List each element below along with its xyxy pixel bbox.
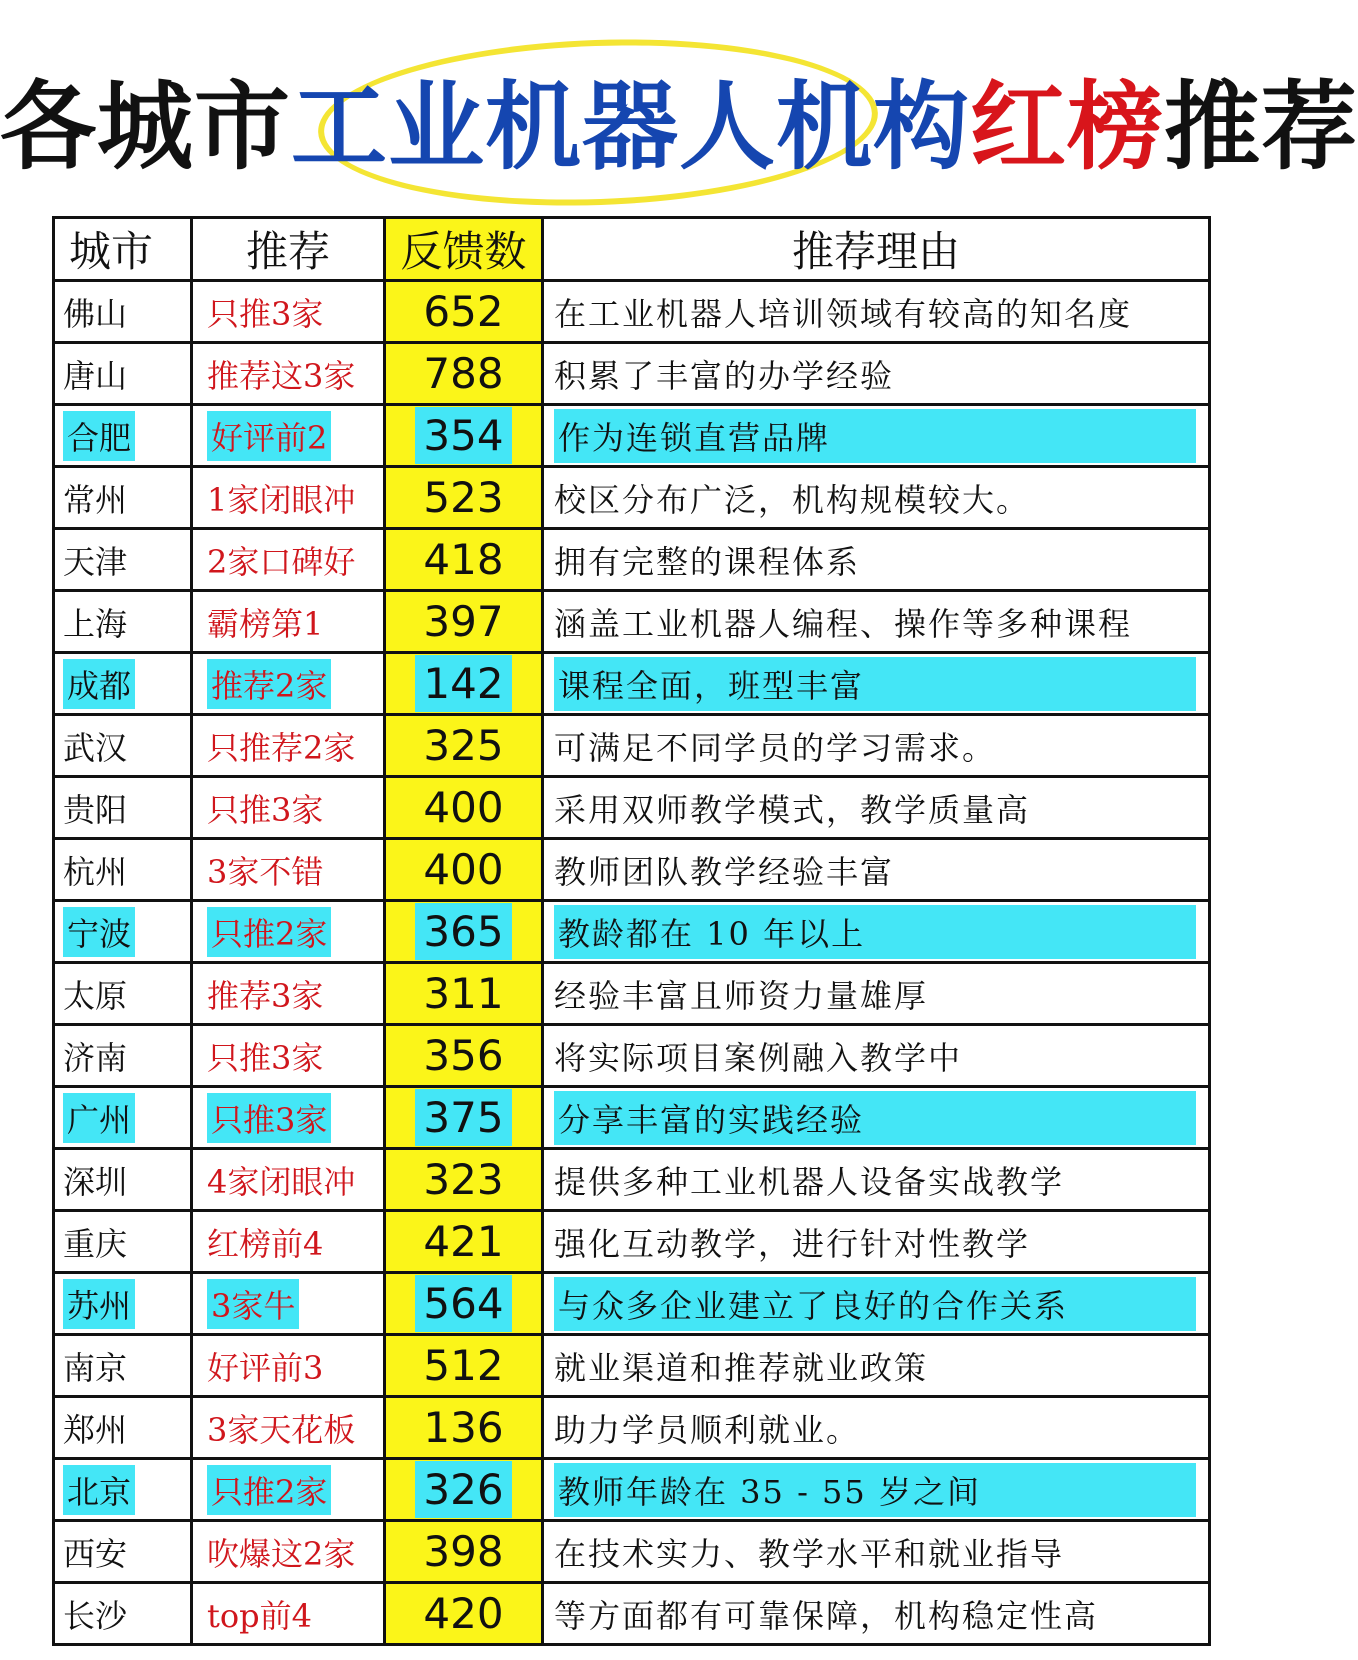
city-cell-text: 杭州 — [63, 852, 128, 891]
recommend-cell-text: 好评前2 — [207, 411, 331, 461]
reason-cell-text: 在工业机器人培训领域有较高的知名度 — [554, 294, 1133, 333]
recommend-cell — [192, 1335, 385, 1397]
reason-cell — [543, 1397, 1210, 1459]
city-cell — [54, 529, 192, 591]
reason-cell — [543, 281, 1210, 343]
reason-cell-text: 采用双师教学模式，教学质量高 — [554, 790, 1031, 829]
reason-cell-text: 教龄都在 10 年以上 — [554, 905, 1196, 959]
reason-cell-text: 校区分布广泛，机构规模较大。 — [554, 480, 1031, 519]
header-city: 城市 — [54, 218, 192, 281]
city-cell — [54, 901, 192, 963]
feedback-count-cell — [385, 343, 543, 405]
table-row — [54, 1459, 1210, 1521]
feedback-count-cell-text: 512 — [423, 1341, 504, 1390]
city-cell — [54, 1583, 192, 1645]
recommend-cell-text: 只推荐2家 — [207, 728, 356, 767]
feedback-count-cell-text: 354 — [415, 407, 511, 464]
feedback-count-cell-text: 400 — [423, 783, 504, 832]
feedback-count-cell — [385, 591, 543, 653]
city-cell — [54, 467, 192, 529]
reason-cell — [543, 963, 1210, 1025]
table-row — [54, 1087, 1210, 1149]
table-row — [54, 405, 1210, 467]
city-cell — [54, 963, 192, 1025]
table-body — [54, 281, 1210, 1645]
recommend-cell — [192, 281, 385, 343]
reason-cell — [543, 901, 1210, 963]
reason-cell-text: 等方面都有可靠保障，机构稳定性高 — [554, 1596, 1099, 1635]
recommend-cell-text: 霸榜第1 — [207, 604, 324, 643]
reason-cell — [543, 653, 1210, 715]
table-row — [54, 715, 1210, 777]
header-reason: 推荐理由 — [543, 218, 1210, 281]
reason-cell-text: 拥有完整的课程体系 — [554, 542, 861, 581]
feedback-count-cell — [385, 715, 543, 777]
reason-cell-text: 就业渠道和推荐就业政策 — [554, 1348, 929, 1387]
feedback-count-cell — [385, 1397, 543, 1459]
recommend-cell — [192, 1149, 385, 1211]
table-row — [54, 1335, 1210, 1397]
city-cell — [54, 1459, 192, 1521]
feedback-count-cell — [385, 653, 543, 715]
recommend-cell — [192, 653, 385, 715]
recommend-cell-text: 只推2家 — [207, 907, 331, 957]
city-cell-text: 贵阳 — [63, 790, 128, 829]
reason-cell — [543, 1583, 1210, 1645]
reason-cell — [543, 405, 1210, 467]
reason-cell-text: 将实际项目案例融入教学中 — [554, 1038, 963, 1077]
recommend-cell-text: 只推3家 — [207, 1038, 324, 1077]
table-row — [54, 1583, 1210, 1645]
table-row — [54, 343, 1210, 405]
feedback-count-cell — [385, 1335, 543, 1397]
recommend-cell-text: 3家牛 — [207, 1279, 299, 1329]
title-part-4: 推荐 — [1164, 71, 1358, 183]
title-part-1: 各城市 — [0, 71, 291, 183]
reason-cell — [543, 1211, 1210, 1273]
city-cell — [54, 1273, 192, 1335]
recommend-cell — [192, 1459, 385, 1521]
city-cell-text: 武汉 — [63, 728, 128, 767]
feedback-count-cell — [385, 529, 543, 591]
reason-cell-text: 经验丰富且师资力量雄厚 — [554, 976, 929, 1015]
reason-cell — [543, 839, 1210, 901]
recommend-cell-text: 吹爆这2家 — [207, 1534, 356, 1573]
table-row — [54, 1397, 1210, 1459]
recommend-cell-text: 4家闭眼冲 — [207, 1162, 356, 1201]
city-cell-text: 苏州 — [63, 1279, 135, 1329]
feedback-count-cell — [385, 1459, 543, 1521]
city-cell — [54, 1149, 192, 1211]
feedback-count-cell — [385, 901, 543, 963]
city-cell — [54, 405, 192, 467]
city-cell-text: 重庆 — [63, 1224, 128, 1263]
city-cell — [54, 653, 192, 715]
feedback-count-cell-text: 398 — [423, 1527, 504, 1576]
reason-cell-text: 积累了丰富的办学经验 — [554, 356, 895, 395]
city-cell-text: 西安 — [63, 1534, 128, 1573]
recommend-cell-text: 3家不错 — [207, 852, 324, 891]
table-row — [54, 529, 1210, 591]
reason-cell — [543, 1335, 1210, 1397]
feedback-count-cell-text: 400 — [423, 845, 504, 894]
recommend-cell-text: 推荐这3家 — [207, 356, 356, 395]
city-cell — [54, 777, 192, 839]
feedback-count-cell-text: 418 — [423, 535, 504, 584]
city-cell-text: 佛山 — [63, 294, 128, 333]
city-cell-text: 天津 — [63, 542, 128, 581]
feedback-count-cell-text: 325 — [423, 721, 504, 770]
city-cell-text: 太原 — [63, 976, 128, 1015]
city-cell-text: 广州 — [63, 1093, 135, 1143]
city-cell — [54, 343, 192, 405]
feedback-count-cell-text: 356 — [423, 1031, 504, 1080]
city-cell — [54, 1521, 192, 1583]
recommend-cell-text: 推荐3家 — [207, 976, 324, 1015]
city-cell-text: 常州 — [63, 480, 128, 519]
reason-cell — [543, 343, 1210, 405]
feedback-count-cell-text: 523 — [423, 473, 504, 522]
reason-cell-text: 提供多种工业机器人设备实战教学 — [554, 1162, 1065, 1201]
recommend-cell — [192, 467, 385, 529]
recommend-cell — [192, 1521, 385, 1583]
feedback-count-cell — [385, 405, 543, 467]
feedback-count-cell — [385, 1087, 543, 1149]
feedback-count-cell — [385, 963, 543, 1025]
recommend-cell-text: 只推3家 — [207, 790, 324, 829]
feedback-count-cell — [385, 1521, 543, 1583]
recommend-cell — [192, 777, 385, 839]
recommend-cell-text: 1家闭眼冲 — [207, 480, 356, 519]
city-cell — [54, 1025, 192, 1087]
recommend-cell-text: 红榜前4 — [207, 1224, 324, 1263]
reason-cell-text: 分享丰富的实践经验 — [554, 1091, 1196, 1145]
recommend-cell — [192, 1025, 385, 1087]
feedback-count-cell-text: 365 — [415, 903, 511, 960]
recommend-cell-text: top前4 — [207, 1596, 312, 1635]
reason-cell — [543, 529, 1210, 591]
city-cell-text: 深圳 — [63, 1162, 128, 1201]
feedback-count-cell-text: 375 — [415, 1089, 511, 1146]
reason-cell — [543, 1521, 1210, 1583]
feedback-count-cell — [385, 777, 543, 839]
table-row — [54, 467, 1210, 529]
table-row — [54, 281, 1210, 343]
recommend-cell — [192, 591, 385, 653]
reason-cell — [543, 467, 1210, 529]
reason-cell-text: 在技术实力、教学水平和就业指导 — [554, 1534, 1065, 1573]
recommend-cell — [192, 1273, 385, 1335]
feedback-count-cell-text: 564 — [415, 1275, 511, 1332]
recommend-cell — [192, 1583, 385, 1645]
recommend-cell — [192, 963, 385, 1025]
reason-cell-text: 课程全面，班型丰富 — [554, 657, 1196, 711]
table-header-row — [54, 218, 1210, 281]
recommend-cell — [192, 1397, 385, 1459]
city-cell-text: 成都 — [63, 659, 135, 709]
city-cell — [54, 1397, 192, 1459]
title-part-3: 红榜 — [970, 71, 1164, 183]
reason-cell — [543, 777, 1210, 839]
city-cell-text: 唐山 — [63, 356, 128, 395]
feedback-count-cell-text: 652 — [423, 287, 504, 336]
header-recommend: 推荐 — [192, 218, 385, 281]
feedback-count-cell — [385, 1211, 543, 1273]
city-cell-text: 上海 — [63, 604, 128, 643]
header-feedback: 反馈数 — [385, 218, 543, 281]
feedback-count-cell-text: 788 — [423, 349, 504, 398]
reason-cell — [543, 1273, 1210, 1335]
city-cell-text: 合肥 — [63, 411, 135, 461]
city-cell — [54, 591, 192, 653]
feedback-count-cell-text: 142 — [415, 655, 511, 712]
reason-cell — [543, 1087, 1210, 1149]
table-row — [54, 653, 1210, 715]
reason-cell — [543, 1149, 1210, 1211]
recommend-cell-text: 只推2家 — [207, 1465, 331, 1515]
feedback-count-cell-text: 311 — [423, 969, 504, 1018]
feedback-count-cell-text: 397 — [423, 597, 504, 646]
city-cell-text: 长沙 — [63, 1596, 128, 1635]
recommend-cell — [192, 1211, 385, 1273]
recommend-cell-text: 好评前3 — [207, 1348, 324, 1387]
city-cell-text: 北京 — [63, 1465, 135, 1515]
feedback-count-cell-text: 421 — [423, 1217, 504, 1266]
feedback-count-cell — [385, 281, 543, 343]
feedback-count-cell-text: 326 — [415, 1461, 511, 1518]
recommend-cell-text: 3家天花板 — [207, 1410, 356, 1449]
reason-cell — [543, 1025, 1210, 1087]
recommend-cell — [192, 839, 385, 901]
city-cell-text: 南京 — [63, 1348, 128, 1387]
table-row — [54, 1149, 1210, 1211]
reason-cell-text: 教师年龄在 35 - 55 岁之间 — [554, 1463, 1196, 1517]
reason-cell-text: 与众多企业建立了良好的合作关系 — [554, 1277, 1196, 1331]
table-row — [54, 1273, 1210, 1335]
feedback-count-cell — [385, 839, 543, 901]
reason-cell-text: 教师团队教学经验丰富 — [554, 852, 895, 891]
recommend-cell — [192, 715, 385, 777]
feedback-count-cell — [385, 1583, 543, 1645]
table-row — [54, 1521, 1210, 1583]
feedback-count-cell-text: 420 — [423, 1589, 504, 1638]
city-cell-text: 郑州 — [63, 1410, 128, 1449]
feedback-count-cell — [385, 467, 543, 529]
reason-cell-text: 可满足不同学员的学习需求。 — [554, 728, 997, 767]
table-row — [54, 901, 1210, 963]
feedback-count-cell — [385, 1273, 543, 1335]
recommend-cell-text: 2家口碑好 — [207, 542, 356, 581]
table-row — [54, 591, 1210, 653]
table-row — [54, 777, 1210, 839]
feedback-count-cell-text: 323 — [423, 1155, 504, 1204]
recommend-cell — [192, 343, 385, 405]
recommend-cell-text: 推荐2家 — [207, 659, 331, 709]
city-cell — [54, 715, 192, 777]
page-title — [0, 52, 1358, 202]
reason-cell — [543, 591, 1210, 653]
city-cell-text: 济南 — [63, 1038, 128, 1077]
title-part-2: 工业机器人机构 — [291, 71, 970, 183]
feedback-count-cell-text: 136 — [423, 1403, 504, 1452]
table-row — [54, 1025, 1210, 1087]
city-cell — [54, 839, 192, 901]
recommend-cell — [192, 1087, 385, 1149]
city-cell — [54, 1335, 192, 1397]
city-cell — [54, 281, 192, 343]
recommendation-table — [52, 216, 1211, 1646]
reason-cell — [543, 715, 1210, 777]
recommend-cell — [192, 529, 385, 591]
table-row — [54, 963, 1210, 1025]
recommend-cell-text: 只推3家 — [207, 294, 324, 333]
city-cell — [54, 1087, 192, 1149]
city-cell-text: 宁波 — [63, 907, 135, 957]
reason-cell-text: 作为连锁直营品牌 — [554, 409, 1196, 463]
reason-cell-text: 助力学员顺利就业。 — [554, 1410, 861, 1449]
city-cell — [54, 1211, 192, 1273]
feedback-count-cell — [385, 1149, 543, 1211]
feedback-count-cell — [385, 1025, 543, 1087]
recommend-cell — [192, 405, 385, 467]
table-row — [54, 839, 1210, 901]
reason-cell-text: 涵盖工业机器人编程、操作等多种课程 — [554, 604, 1133, 643]
reason-cell-text: 强化互动教学，进行针对性教学 — [554, 1224, 1031, 1263]
recommend-cell-text: 只推3家 — [207, 1093, 331, 1143]
table-row — [54, 1211, 1210, 1273]
reason-cell — [543, 1459, 1210, 1521]
recommend-cell — [192, 901, 385, 963]
